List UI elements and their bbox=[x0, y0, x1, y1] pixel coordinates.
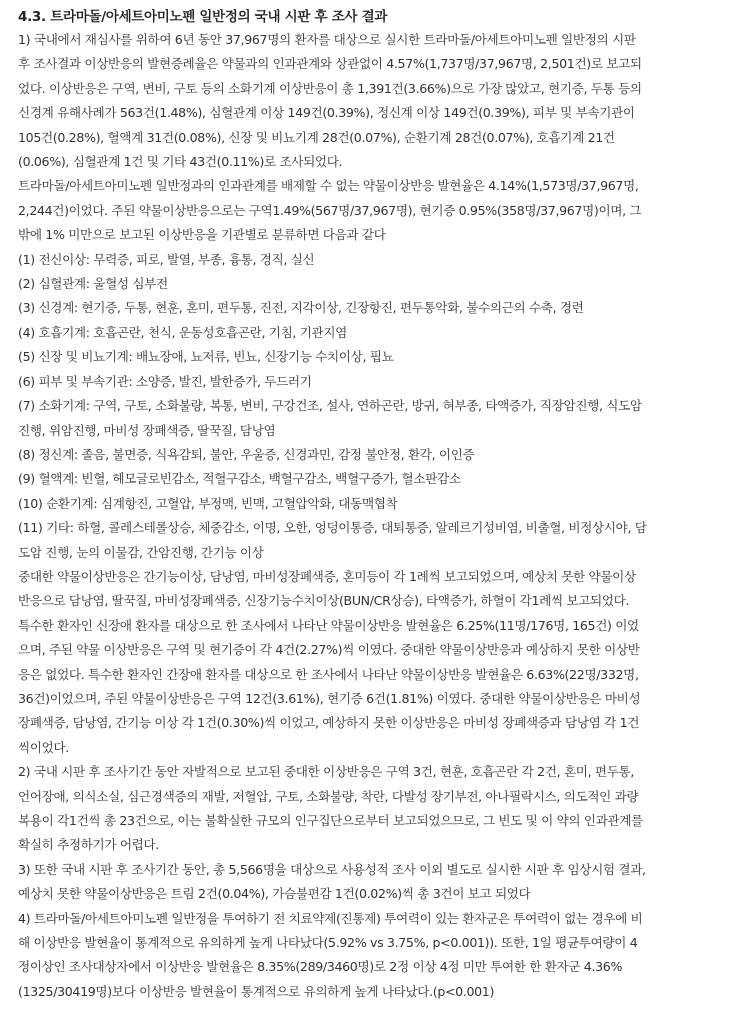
paragraph-prior-treatment: 4) 트라마돌/아세트아미노펜 일반정을 투여하기 전 치료약제(진통제) 투여력이 있는 환자군은 투여력이 없는 경우에 비 해 이상반응 발현율이 통계적으로 유의하게 높게 나타났다(5.92% vs 3.75%, p<0.001)). 또한, 1일 평균투여량이 4 정이상인 조사대상자에서 이상반응 발현율은 8.35%(289/3460명)로 2정 이상 4정 미만 투여한 한 환자군 4.36% (1325/30419명)보다 이상반응 발현율이 통계적으로 유의하게 높게 나타났다.(p<0.001) bbox=[18, 910, 643, 999]
list-item-cardiovascular: (2) 심혈관계: 울혈성 심부전 bbox=[18, 276, 168, 292]
list-item-digestive: (7) 소화기계: 구역, 구토, 소화불량, 복통, 변비, 구강건조, 설사, 연하곤란, 방귀, 혀부종, 타액증가, 직장암진행, 식도암 진행, 위암진행, 마비성 장폐색증, 딸꾹질, 담낭염 bbox=[18, 398, 642, 438]
paragraph-special-patients: 특수한 환자인 신장애 환자를 대상으로 한 조사에서 나타난 약물이상반응 발현율은 6.25%(11명/176명, 165건) 이었 으며, 주된 약물 이상반응은 구역 및 현기증이 각 4건(2.27%)씩 이였다. 중대한 약물이상반응과 예상하지 못한 이상반 응은 없었다. 특수한 환자인 간장애 환자를 대상으로 한 조사에서 나타난 약물이상반응 발현율은 6.63%(22명/332명, 36건)이었으며, 주된 약물이상반응은 구역 12건(3.61%), 현기증 6건(1.81%) 이였다. 중대한 약물이상반응은 마비성 장폐색증, 담낭염, 간기능 이상 각 1건(0.30%)씩 이었고, 예상하지 못한 이상반응은 마비성 장폐색증과 담낭염 각 1건 씩이었다. bbox=[18, 617, 641, 755]
paragraph-serious-adr: 중대한 약물이상반응은 간기능이상, 담낭염, 마비성장폐색증, 혼미등이 각 1례씩 보고되었으며, 예상치 못한 약물이상 반응으로 담낭염, 딸꾹질, 마비성장폐색증, 신장기능수치이상(BUN/CR상승), 타액증가, 하혈이 각1례씩 보고되었다. bbox=[18, 568, 636, 609]
list-item-renal-urinary: (5) 신장 및 비뇨기계: 배뇨장애, 뇨저류, 빈뇨, 신장기능 수치이상, 핍뇨 bbox=[18, 349, 394, 365]
paragraph-causal-adr: 트라마돌/아세트아미노펜 일반정과의 인과관계를 배제할 수 없는 약물이상반응 발현율은 4.14%(1,573명/37,967명, 2,244건)이었다. 주된 약물이상반응으로는 구역1.49%(567명/37,967명), 현기증 0.95%(358명/37,967명)이며, 그 밖에 1% 미만으로 보고된 이상반응을 기관별로 분류하면 다음과 같다 bbox=[18, 178, 642, 243]
list-item-other: (11) 기타: 하혈, 콜레스테롤상승, 체중감소, 이명, 오한, 엉덩이통증, 대퇴통증, 알레르기성비염, 비출혈, 비정상시야, 담 도암 진행, 눈의 이물감, 간암진행, 간기능 이상 bbox=[18, 520, 647, 560]
paragraph-clinical-trial: 3) 또한 국내 시판 후 조사기간 동안, 총 5,566명을 대상으로 사용성적 조사 이외 별도로 실시한 시판 후 임상시험 결과, 예상치 못한 약물이상반응은 트림 2건(0.04%), 가슴불편감 1건(0.02%)씩 총 3건이 보고 되었다 bbox=[18, 861, 646, 902]
paragraph-overall-incidence: 1) 국내에서 재심사를 위하여 6년 동안 37,967명의 환자를 대상으로 실시한 트라마돌/아세트아미노펜 일반정의 시판 후 조사결과 이상반응의 발현증례율은 약물과의 인과관계와 상관없이 4.57%(1,737명/37,967명, 2,501건)로 보고되 었다. 이상반응은 구역, 변비, 구토 등의 소화기계 이상반응이 총 1,391건(3.66%)으로 가장 많았고, 현기증, 두통 등의 신경계 유해사례가 563건(1.48%), 심혈관계 이상 149건(0.39%), 정신계 이상 149건(0.39%), 피부 및 부속기관이 105건(0.28%), 혈액계 31건(0.08%), 신장 및 비뇨기계 28건(0.07%), 순환기계 28건(0.07%), 호흡기계 21건 (0.06%), 심혈관계 1건 및 기타 43건(0.11%)로 조사되었다. bbox=[18, 32, 642, 170]
list-item-circulatory: (10) 순환기계: 심계항진, 고혈압, 부정맥, 빈맥, 고혈압악화, 대동맥협착 bbox=[18, 495, 398, 511]
list-item-general: (1) 전신이상: 무력증, 피로, 발열, 부종, 흉통, 경직, 실신 bbox=[18, 251, 315, 267]
list-item-skin: (6) 피부 및 부속기관: 소양증, 발진, 발한증가, 두드러기 bbox=[18, 373, 312, 389]
list-item-hematologic: (9) 혈액계: 빈혈, 헤모글로빈감소, 적혈구감소, 백혈구감소, 백혈구증가, 혈소판감소 bbox=[18, 471, 461, 487]
list-item-respiratory: (4) 호흡기계: 호흡곤란, 천식, 운동성호흡곤란, 기침, 기관지염 bbox=[18, 324, 347, 340]
list-item-psychiatric: (8) 정신계: 졸음, 불면증, 식욕감퇴, 불안, 우울증, 신경과민, 감정 불안정, 환각, 이인증 bbox=[18, 446, 475, 462]
list-item-nervous: (3) 신경계: 현기증, 두통, 현훈, 혼미, 편두통, 진전, 지각이상, 긴장항진, 편두통악화, 불수의근의 수축, 경련 bbox=[18, 300, 584, 316]
paragraph-spontaneous-reports: 2) 국내 시판 후 조사기간 동안 자발적으로 보고된 중대한 이상반응은 구역 3건, 현훈, 호흡곤란 각 2건, 혼미, 편두통, 언어장애, 의식소실, 심근경색증의 재발, 저혈압, 구토, 소화불량, 착란, 다발성 장기부전, 아나필락시스, 의도적인 과량 복용이 각1건씩 총 23건으로, 이는 불확실한 규모의 인구집단으로부터 보고되었으므로, 그 빈도 및 이 약의 인과관계를 확실히 추정하기가 어렵다. bbox=[18, 764, 643, 853]
section-heading: 4.3. 트라마돌/아세트아미노펜 일반정의 국내 시판 후 조사 결과 bbox=[18, 9, 388, 25]
